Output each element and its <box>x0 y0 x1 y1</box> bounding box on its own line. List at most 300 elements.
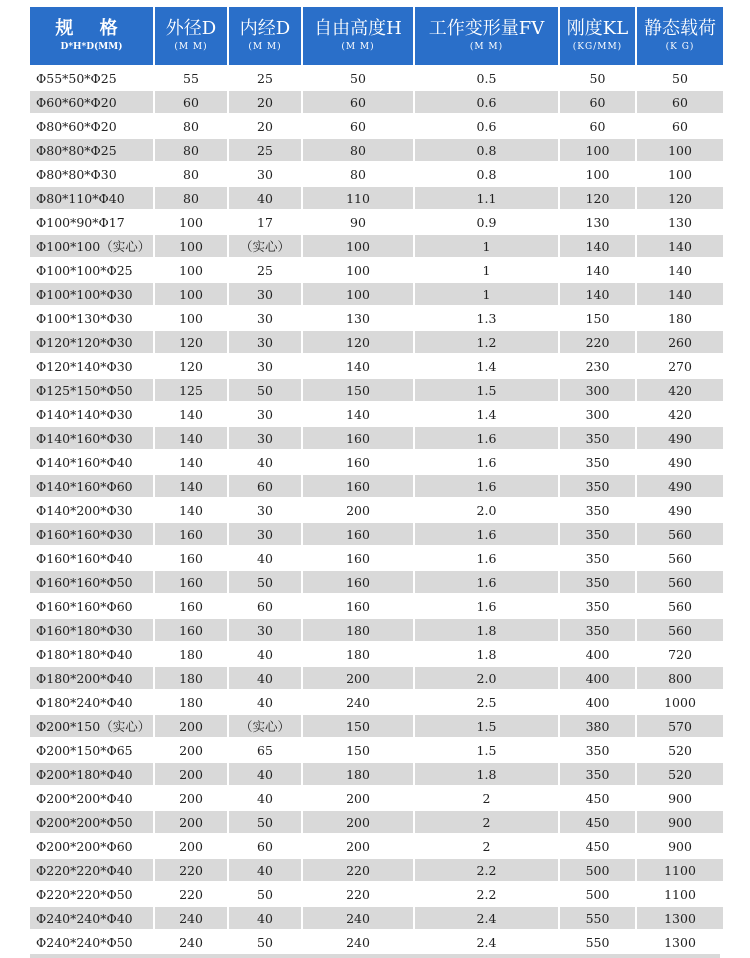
header-inner-diameter-unit: (M M) <box>248 42 282 52</box>
cell-deformation: 1.8 <box>415 643 558 665</box>
cell-outer-diameter: 100 <box>155 283 227 305</box>
cell-static-load: 560 <box>637 619 723 641</box>
cell-spec: Φ60*60*Φ20 <box>30 91 153 113</box>
table-row <box>30 883 723 905</box>
cell-deformation: 1.5 <box>415 379 558 401</box>
cell-inner-diameter: 20 <box>229 115 301 137</box>
header-static-load-title: 静态载荷 <box>644 18 716 39</box>
cell-free-height: 110 <box>303 187 413 209</box>
cell-outer-diameter: 160 <box>155 523 227 545</box>
table-row <box>30 211 723 233</box>
cell-stiffness: 60 <box>560 115 635 137</box>
cell-deformation: 0.8 <box>415 139 558 161</box>
cell-inner-diameter: 30 <box>229 403 301 425</box>
cell-free-height: 100 <box>303 283 413 305</box>
header-outer-diameter-title: 外径D <box>165 18 217 39</box>
cell-inner-diameter: 30 <box>229 163 301 185</box>
header-spec-title: 规 格 <box>55 18 128 39</box>
header-stiffness-unit: (KG/MM) <box>572 42 623 52</box>
cell-stiffness: 550 <box>560 931 635 953</box>
table-row <box>30 547 723 569</box>
table-row <box>30 475 723 497</box>
cell-stiffness: 350 <box>560 571 635 593</box>
cell-inner-diameter: 30 <box>229 307 301 329</box>
cell-deformation: 2.4 <box>415 907 558 929</box>
cell-spec: Φ140*140*Φ30 <box>30 403 153 425</box>
cell-free-height: 50 <box>303 67 413 89</box>
table-row <box>30 763 723 785</box>
cell-free-height: 60 <box>303 115 413 137</box>
table-row <box>30 619 723 641</box>
cell-stiffness: 380 <box>560 715 635 737</box>
header-static-load-unit: (K G) <box>665 42 695 52</box>
cell-deformation: 1.3 <box>415 307 558 329</box>
cell-stiffness: 400 <box>560 667 635 689</box>
cell-stiffness: 220 <box>560 331 635 353</box>
table-row <box>30 523 723 545</box>
cell-stiffness: 350 <box>560 523 635 545</box>
table-row <box>30 787 723 809</box>
cell-outer-diameter: 220 <box>155 883 227 905</box>
cell-outer-diameter: 100 <box>155 307 227 329</box>
table-row <box>30 115 723 137</box>
cell-deformation: 1.6 <box>415 547 558 569</box>
cell-outer-diameter: 180 <box>155 691 227 713</box>
cell-inner-diameter: 30 <box>229 283 301 305</box>
table-row <box>30 643 723 665</box>
cell-spec: Φ220*220*Φ40 <box>30 859 153 881</box>
cell-spec: Φ220*220*Φ50 <box>30 883 153 905</box>
cell-outer-diameter: 80 <box>155 163 227 185</box>
cell-spec: Φ140*200*Φ30 <box>30 499 153 521</box>
cell-outer-diameter: 80 <box>155 187 227 209</box>
cell-spec: Φ100*100（实心） <box>30 235 153 257</box>
cell-free-height: 180 <box>303 763 413 785</box>
cell-free-height: 150 <box>303 739 413 761</box>
cell-deformation: 1 <box>415 283 558 305</box>
cell-spec: Φ160*180*Φ30 <box>30 619 153 641</box>
table-row <box>30 235 723 257</box>
cell-static-load: 520 <box>637 763 723 785</box>
cell-free-height: 60 <box>303 91 413 113</box>
cell-static-load: 60 <box>637 91 723 113</box>
cell-stiffness: 100 <box>560 163 635 185</box>
cell-outer-diameter: 160 <box>155 619 227 641</box>
cell-inner-diameter: 40 <box>229 187 301 209</box>
cell-static-load: 1300 <box>637 907 723 929</box>
cell-outer-diameter: 220 <box>155 859 227 881</box>
cell-spec: Φ180*180*Φ40 <box>30 643 153 665</box>
cell-inner-diameter: 25 <box>229 67 301 89</box>
cell-static-load: 490 <box>637 475 723 497</box>
cell-spec: Φ200*200*Φ60 <box>30 835 153 857</box>
table-row <box>30 667 723 689</box>
cell-stiffness: 350 <box>560 763 635 785</box>
cell-static-load: 420 <box>637 403 723 425</box>
cell-outer-diameter: 100 <box>155 259 227 281</box>
cell-static-load: 800 <box>637 667 723 689</box>
cell-stiffness: 400 <box>560 643 635 665</box>
cell-spec: Φ200*200*Φ40 <box>30 787 153 809</box>
cell-stiffness: 450 <box>560 835 635 857</box>
table-row <box>30 91 723 113</box>
cell-free-height: 130 <box>303 307 413 329</box>
cell-free-height: 180 <box>303 619 413 641</box>
cell-deformation: 2 <box>415 811 558 833</box>
cell-spec: Φ125*150*Φ50 <box>30 379 153 401</box>
cell-deformation: 1.6 <box>415 595 558 617</box>
header-deformation <box>415 7 558 65</box>
cell-stiffness: 400 <box>560 691 635 713</box>
cell-spec: Φ160*160*Φ40 <box>30 547 153 569</box>
cell-inner-diameter: 40 <box>229 787 301 809</box>
cell-deformation: 1.4 <box>415 355 558 377</box>
cell-static-load: 270 <box>637 355 723 377</box>
cell-inner-diameter: 50 <box>229 571 301 593</box>
cell-spec: Φ160*160*Φ30 <box>30 523 153 545</box>
cell-inner-diameter: 40 <box>229 547 301 569</box>
cell-deformation: 1.8 <box>415 619 558 641</box>
spec-table-container <box>28 5 721 955</box>
cell-stiffness: 350 <box>560 619 635 641</box>
table-row <box>30 931 723 953</box>
cell-outer-diameter: 140 <box>155 475 227 497</box>
cell-static-load: 1100 <box>637 859 723 881</box>
cell-free-height: 150 <box>303 379 413 401</box>
cell-outer-diameter: 140 <box>155 403 227 425</box>
cell-inner-diameter: 30 <box>229 331 301 353</box>
cell-stiffness: 350 <box>560 499 635 521</box>
header-free-height <box>303 7 413 65</box>
cell-free-height: 80 <box>303 139 413 161</box>
cell-inner-diameter: 25 <box>229 139 301 161</box>
cell-free-height: 120 <box>303 331 413 353</box>
cell-spec: Φ200*180*Φ40 <box>30 763 153 785</box>
cell-inner-diameter: 25 <box>229 259 301 281</box>
cell-spec: Φ180*200*Φ40 <box>30 667 153 689</box>
cell-static-load: 1100 <box>637 883 723 905</box>
header-static-load <box>637 7 723 65</box>
cell-static-load: 140 <box>637 259 723 281</box>
table-body <box>30 67 723 953</box>
table-row <box>30 283 723 305</box>
cell-spec: Φ160*160*Φ60 <box>30 595 153 617</box>
cell-deformation: 2.4 <box>415 931 558 953</box>
cell-deformation: 1.6 <box>415 427 558 449</box>
cell-stiffness: 150 <box>560 307 635 329</box>
table-row <box>30 259 723 281</box>
cell-static-load: 900 <box>637 835 723 857</box>
cell-stiffness: 300 <box>560 403 635 425</box>
cell-inner-diameter: 40 <box>229 907 301 929</box>
cell-outer-diameter: 160 <box>155 547 227 569</box>
spec-table <box>28 5 725 955</box>
table-row <box>30 355 723 377</box>
cell-free-height: 140 <box>303 403 413 425</box>
header-outer-diameter-unit: (M M) <box>174 42 208 52</box>
cell-inner-diameter: 40 <box>229 667 301 689</box>
cell-outer-diameter: 125 <box>155 379 227 401</box>
cell-outer-diameter: 140 <box>155 427 227 449</box>
cell-outer-diameter: 160 <box>155 571 227 593</box>
cell-deformation: 1.6 <box>415 571 558 593</box>
cell-static-load: 420 <box>637 379 723 401</box>
cell-stiffness: 450 <box>560 811 635 833</box>
cell-deformation: 2.5 <box>415 691 558 713</box>
header-spec-unit: D*H*D(MM) <box>60 42 123 52</box>
cell-outer-diameter: 200 <box>155 715 227 737</box>
cell-outer-diameter: 120 <box>155 355 227 377</box>
cell-inner-diameter: 50 <box>229 931 301 953</box>
header-spec <box>30 7 153 65</box>
cell-stiffness: 350 <box>560 547 635 569</box>
cell-free-height: 90 <box>303 211 413 233</box>
table-row <box>30 379 723 401</box>
cell-free-height: 80 <box>303 163 413 185</box>
cell-spec: Φ55*50*Φ25 <box>30 67 153 89</box>
cell-free-height: 240 <box>303 931 413 953</box>
cell-static-load: 1000 <box>637 691 723 713</box>
cell-spec: Φ80*110*Φ40 <box>30 187 153 209</box>
cell-spec: Φ80*60*Φ20 <box>30 115 153 137</box>
cell-deformation: 1 <box>415 235 558 257</box>
cell-stiffness: 350 <box>560 427 635 449</box>
cell-stiffness: 500 <box>560 883 635 905</box>
cell-inner-diameter: 30 <box>229 619 301 641</box>
cell-stiffness: 130 <box>560 211 635 233</box>
cell-free-height: 200 <box>303 811 413 833</box>
cell-stiffness: 50 <box>560 67 635 89</box>
cell-free-height: 160 <box>303 595 413 617</box>
table-row <box>30 859 723 881</box>
cell-inner-diameter: 40 <box>229 643 301 665</box>
cell-outer-diameter: 80 <box>155 139 227 161</box>
cell-inner-diameter: 40 <box>229 451 301 473</box>
cell-inner-diameter: 30 <box>229 427 301 449</box>
table-continuation-strip <box>30 954 720 958</box>
table-row <box>30 739 723 761</box>
cell-static-load: 50 <box>637 67 723 89</box>
cell-inner-diameter: 50 <box>229 379 301 401</box>
cell-deformation: 0.6 <box>415 91 558 113</box>
cell-outer-diameter: 100 <box>155 211 227 233</box>
cell-spec: Φ140*160*Φ40 <box>30 451 153 473</box>
cell-spec: Φ100*130*Φ30 <box>30 307 153 329</box>
cell-deformation: 0.8 <box>415 163 558 185</box>
cell-free-height: 180 <box>303 643 413 665</box>
header-deformation-unit: (M M) <box>469 42 504 52</box>
cell-spec: Φ240*240*Φ40 <box>30 907 153 929</box>
cell-inner-diameter: 40 <box>229 691 301 713</box>
cell-stiffness: 120 <box>560 187 635 209</box>
cell-inner-diameter: 30 <box>229 499 301 521</box>
cell-static-load: 140 <box>637 235 723 257</box>
header-outer-diameter <box>155 7 227 65</box>
header-stiffness <box>560 7 635 65</box>
cell-stiffness: 550 <box>560 907 635 929</box>
cell-static-load: 720 <box>637 643 723 665</box>
cell-inner-diameter: 60 <box>229 595 301 617</box>
cell-inner-diameter: 60 <box>229 475 301 497</box>
cell-free-height: 100 <box>303 235 413 257</box>
cell-inner-diameter: 40 <box>229 763 301 785</box>
cell-deformation: 0.5 <box>415 67 558 89</box>
cell-deformation: 2 <box>415 787 558 809</box>
cell-stiffness: 350 <box>560 475 635 497</box>
cell-spec: Φ240*240*Φ50 <box>30 931 153 953</box>
cell-spec: Φ120*140*Φ30 <box>30 355 153 377</box>
cell-inner-diameter: （实心） <box>229 235 301 257</box>
cell-static-load: 560 <box>637 571 723 593</box>
cell-stiffness: 350 <box>560 595 635 617</box>
cell-stiffness: 140 <box>560 283 635 305</box>
cell-spec: Φ140*160*Φ60 <box>30 475 153 497</box>
cell-free-height: 200 <box>303 667 413 689</box>
cell-deformation: 2.2 <box>415 859 558 881</box>
cell-deformation: 1.6 <box>415 523 558 545</box>
cell-static-load: 130 <box>637 211 723 233</box>
cell-stiffness: 140 <box>560 259 635 281</box>
cell-deformation: 2.0 <box>415 667 558 689</box>
cell-outer-diameter: 180 <box>155 667 227 689</box>
table-row <box>30 691 723 713</box>
table-row <box>30 331 723 353</box>
cell-stiffness: 350 <box>560 739 635 761</box>
table-row <box>30 595 723 617</box>
cell-free-height: 140 <box>303 355 413 377</box>
cell-outer-diameter: 80 <box>155 115 227 137</box>
cell-deformation: 1.8 <box>415 763 558 785</box>
table-row <box>30 403 723 425</box>
cell-stiffness: 350 <box>560 451 635 473</box>
table-row <box>30 139 723 161</box>
cell-outer-diameter: 200 <box>155 811 227 833</box>
cell-stiffness: 450 <box>560 787 635 809</box>
cell-inner-diameter: 20 <box>229 91 301 113</box>
cell-free-height: 160 <box>303 547 413 569</box>
cell-static-load: 520 <box>637 739 723 761</box>
cell-static-load: 560 <box>637 595 723 617</box>
cell-deformation: 1.6 <box>415 451 558 473</box>
cell-deformation: 0.9 <box>415 211 558 233</box>
cell-static-load: 490 <box>637 499 723 521</box>
cell-deformation: 2.0 <box>415 499 558 521</box>
cell-inner-diameter: 17 <box>229 211 301 233</box>
cell-free-height: 100 <box>303 259 413 281</box>
cell-outer-diameter: 200 <box>155 835 227 857</box>
cell-free-height: 160 <box>303 427 413 449</box>
cell-static-load: 100 <box>637 139 723 161</box>
table-row <box>30 451 723 473</box>
header-free-height-unit: (M M) <box>341 42 375 52</box>
cell-static-load: 900 <box>637 787 723 809</box>
cell-deformation: 1.2 <box>415 331 558 353</box>
table-row <box>30 187 723 209</box>
cell-stiffness: 100 <box>560 139 635 161</box>
cell-deformation: 0.6 <box>415 115 558 137</box>
cell-deformation: 1.5 <box>415 715 558 737</box>
cell-inner-diameter: 40 <box>229 859 301 881</box>
header-deformation-title: 工作变形量FV <box>428 18 545 39</box>
cell-outer-diameter: 140 <box>155 499 227 521</box>
cell-spec: Φ80*80*Φ30 <box>30 163 153 185</box>
cell-static-load: 60 <box>637 115 723 137</box>
cell-inner-diameter: 50 <box>229 883 301 905</box>
table-row <box>30 427 723 449</box>
cell-static-load: 180 <box>637 307 723 329</box>
cell-spec: Φ120*120*Φ30 <box>30 331 153 353</box>
table-row <box>30 307 723 329</box>
cell-deformation: 2 <box>415 835 558 857</box>
cell-spec: Φ80*80*Φ25 <box>30 139 153 161</box>
cell-stiffness: 300 <box>560 379 635 401</box>
cell-deformation: 2.2 <box>415 883 558 905</box>
cell-static-load: 100 <box>637 163 723 185</box>
cell-outer-diameter: 160 <box>155 595 227 617</box>
cell-static-load: 560 <box>637 547 723 569</box>
cell-spec: Φ180*240*Φ40 <box>30 691 153 713</box>
cell-inner-diameter: 60 <box>229 835 301 857</box>
cell-outer-diameter: 60 <box>155 91 227 113</box>
cell-spec: Φ100*100*Φ30 <box>30 283 153 305</box>
cell-stiffness: 140 <box>560 235 635 257</box>
table-row <box>30 835 723 857</box>
cell-free-height: 200 <box>303 835 413 857</box>
cell-spec: Φ200*150*Φ65 <box>30 739 153 761</box>
cell-spec: Φ200*200*Φ50 <box>30 811 153 833</box>
cell-spec: Φ100*100*Φ25 <box>30 259 153 281</box>
cell-stiffness: 230 <box>560 355 635 377</box>
cell-outer-diameter: 100 <box>155 235 227 257</box>
cell-deformation: 1.4 <box>415 403 558 425</box>
cell-free-height: 200 <box>303 499 413 521</box>
cell-free-height: 160 <box>303 571 413 593</box>
cell-outer-diameter: 55 <box>155 67 227 89</box>
cell-static-load: 140 <box>637 283 723 305</box>
cell-static-load: 260 <box>637 331 723 353</box>
header-inner-diameter <box>229 7 301 65</box>
cell-inner-diameter: 30 <box>229 523 301 545</box>
cell-free-height: 220 <box>303 883 413 905</box>
cell-spec: Φ100*90*Φ17 <box>30 211 153 233</box>
cell-static-load: 560 <box>637 523 723 545</box>
cell-static-load: 490 <box>637 427 723 449</box>
cell-outer-diameter: 200 <box>155 787 227 809</box>
cell-static-load: 900 <box>637 811 723 833</box>
cell-free-height: 200 <box>303 787 413 809</box>
table-row <box>30 715 723 737</box>
cell-free-height: 160 <box>303 451 413 473</box>
cell-spec: Φ160*160*Φ50 <box>30 571 153 593</box>
cell-stiffness: 60 <box>560 91 635 113</box>
header-stiffness-title: 刚度KL <box>566 18 629 39</box>
cell-free-height: 240 <box>303 691 413 713</box>
cell-static-load: 1300 <box>637 931 723 953</box>
cell-inner-diameter: 50 <box>229 811 301 833</box>
cell-free-height: 160 <box>303 475 413 497</box>
cell-inner-diameter: 30 <box>229 355 301 377</box>
cell-deformation: 1.6 <box>415 475 558 497</box>
header-row <box>30 7 723 65</box>
cell-free-height: 220 <box>303 859 413 881</box>
cell-free-height: 240 <box>303 907 413 929</box>
table-row <box>30 907 723 929</box>
cell-spec: Φ140*160*Φ30 <box>30 427 153 449</box>
cell-outer-diameter: 200 <box>155 763 227 785</box>
cell-deformation: 1 <box>415 259 558 281</box>
table-row <box>30 163 723 185</box>
cell-static-load: 570 <box>637 715 723 737</box>
